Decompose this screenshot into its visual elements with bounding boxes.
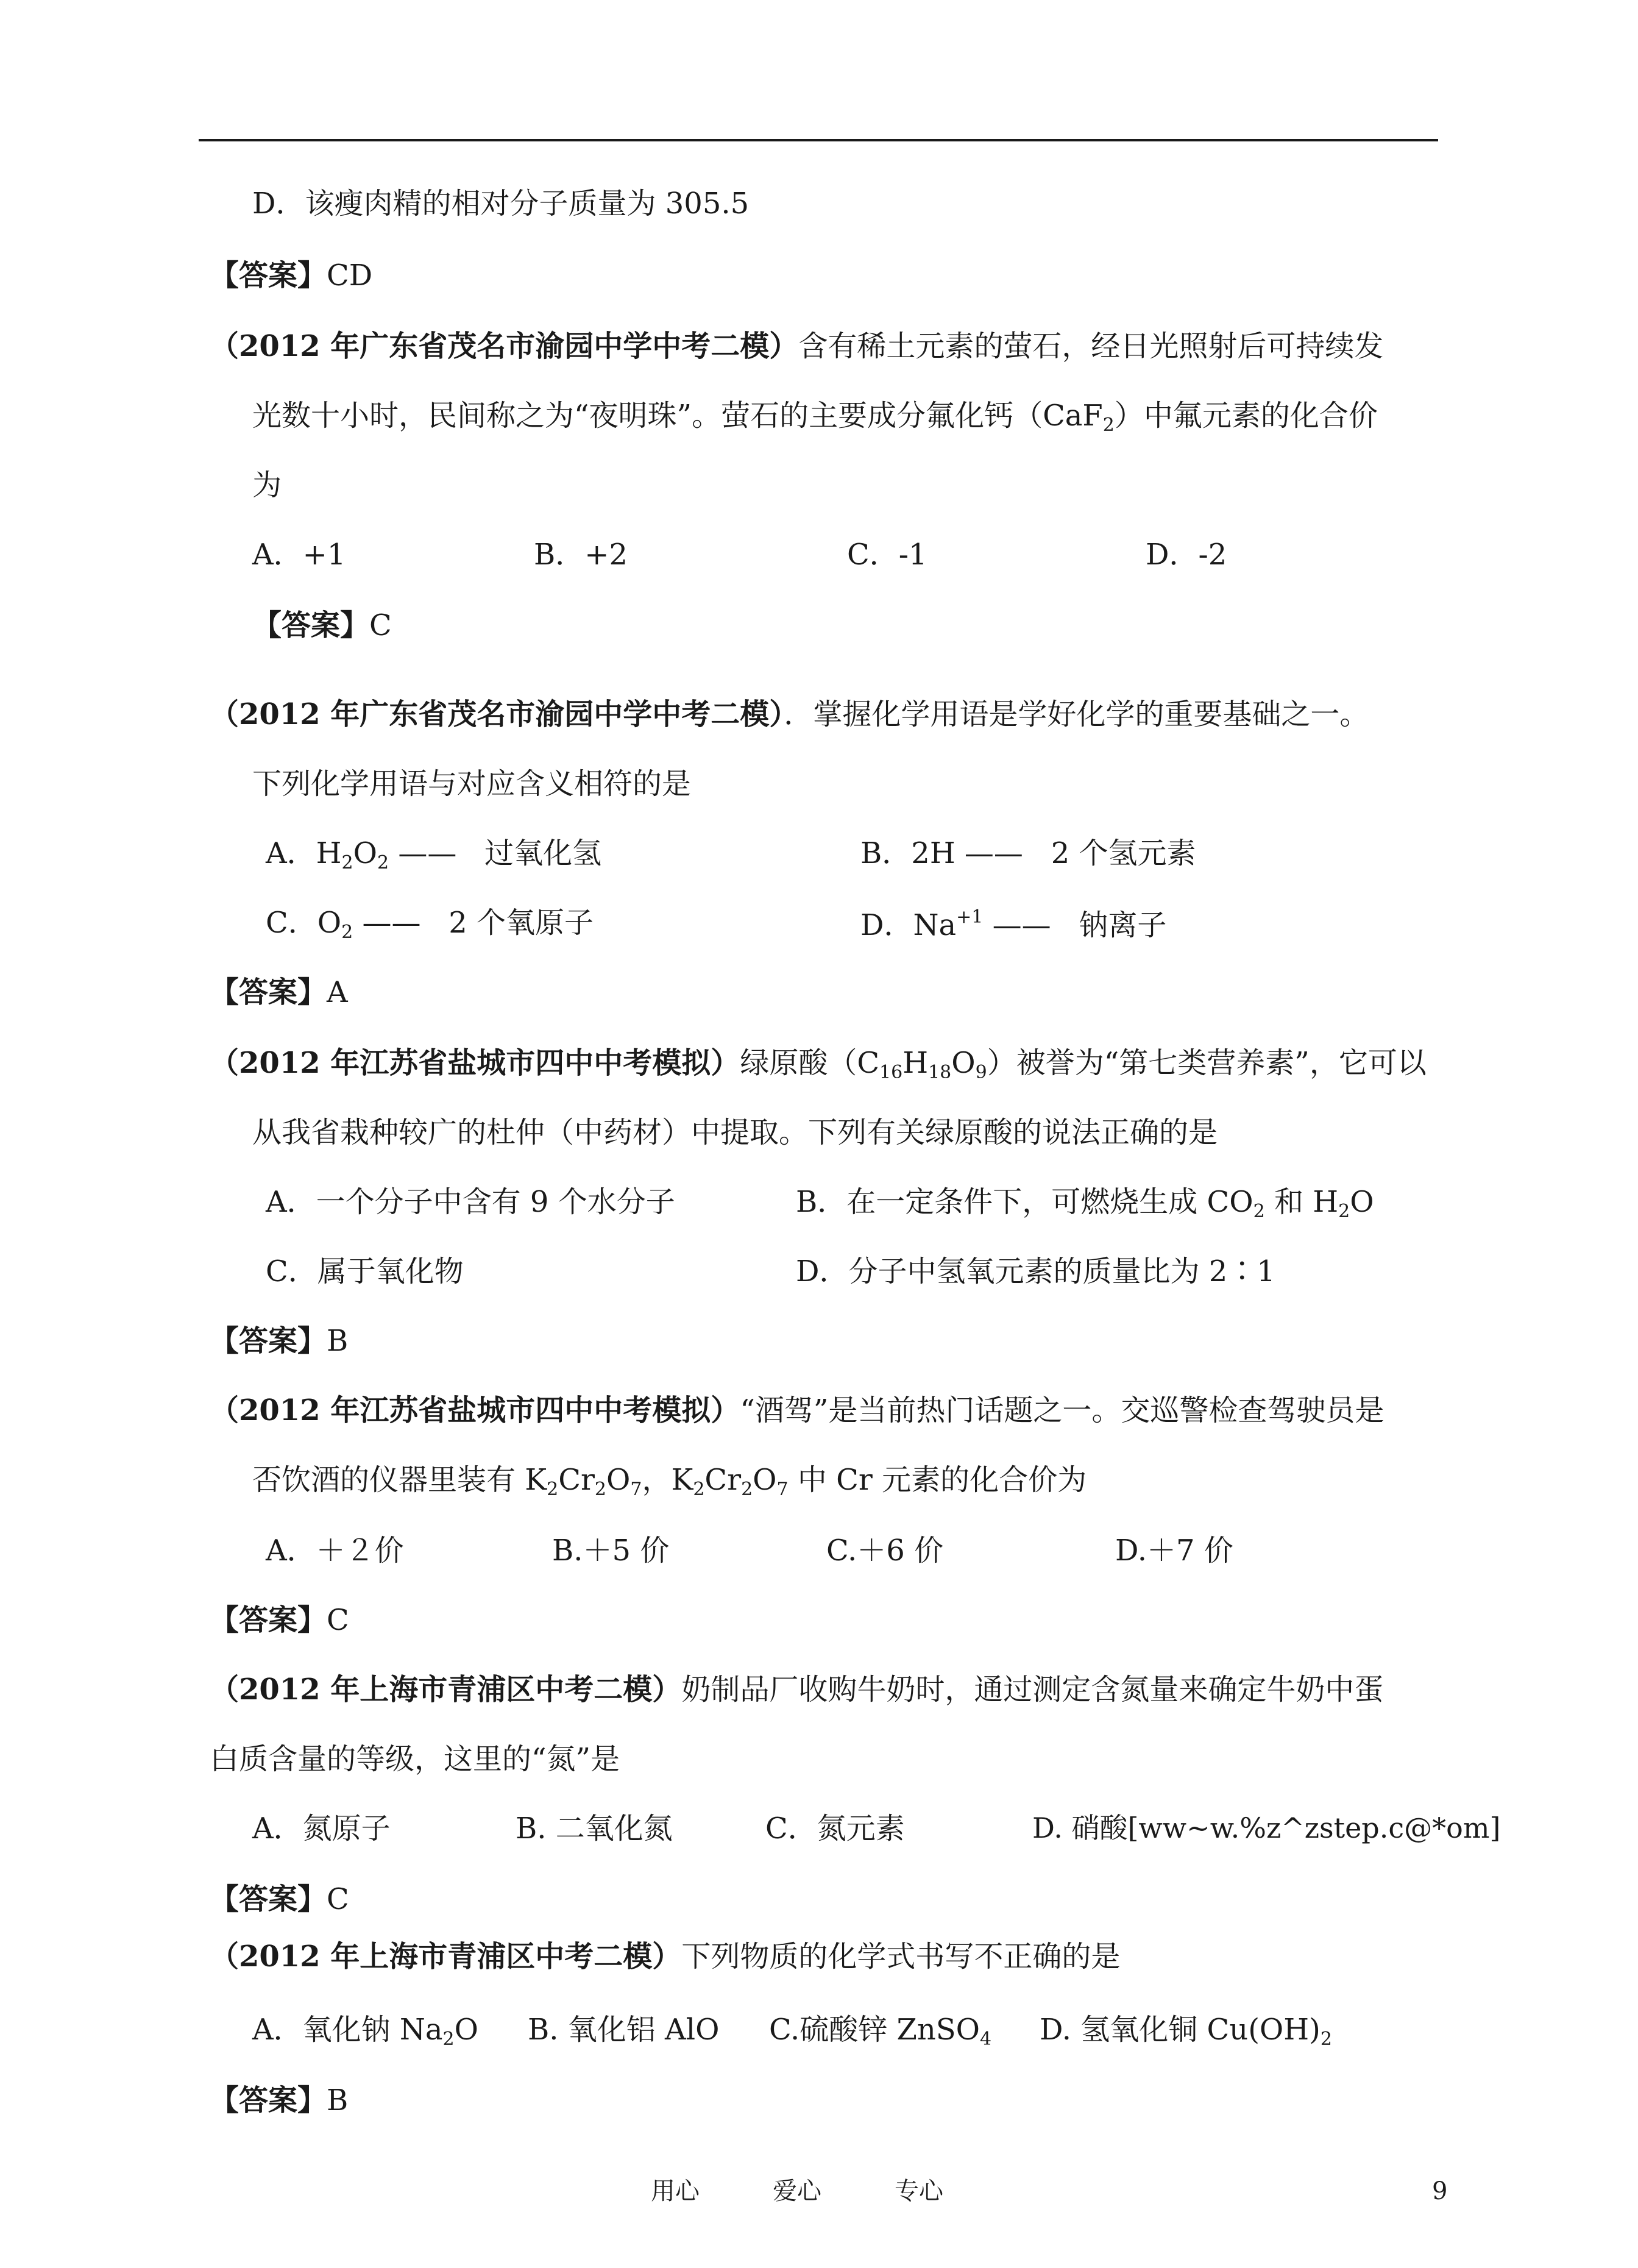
option-a: A．+1: [252, 538, 346, 572]
answer-value: C: [327, 1603, 349, 1637]
answer-value: CD: [327, 258, 373, 293]
question-stem-line: 下列化学用语与对应含义相符的是: [252, 767, 692, 801]
answer-value: C: [327, 1882, 349, 1916]
option-a: A．＋２价: [266, 1534, 404, 1568]
option-d: D．分子中氢氧元素的质量比为 2∶1: [796, 1254, 1275, 1289]
question-stem: （2012 年上海市青浦区中考二模）奶制品厂收购牛奶时，通过测定含氮量来确定牛奶中蛋: [210, 1673, 1384, 1707]
question-source: （2012 年上海市青浦区中考二模）: [210, 1673, 682, 1707]
option-c: C．-1: [847, 538, 927, 572]
option-c: C.硫酸锌 ZnSO$_4$: [769, 2013, 992, 2050]
answer-value: A: [327, 975, 348, 1009]
option-c: C．氮元素: [765, 1811, 905, 1846]
option-b: B.＋5 价: [552, 1534, 670, 1568]
question-stem-line: 从我省栽种较广的杜仲（中药材）中提取。下列有关绿原酸的说法正确的是: [252, 1115, 1218, 1150]
question-source: （2012 年上海市青浦区中考二模）: [210, 1939, 682, 1974]
question-stem: （2012 年江苏省盐城市四中中考模拟）绿原酸$(C_{16}H_{18}O_9)$被誉为“第七类营养素”，它可以: [210, 1046, 1427, 1083]
option-a: A．氧化钠 $Na_2O$: [252, 2013, 478, 2050]
option-d: D．$Na^{+1}$ —— 钠离子: [860, 906, 1167, 942]
footer-text-3: 专心: [895, 2177, 943, 2205]
option-d: D.＋7 价: [1115, 1534, 1233, 1568]
option-d: D．-2: [1146, 538, 1227, 572]
option-c: C.＋6 价: [826, 1534, 944, 1568]
option-d: D．该瘦肉精的相对分子质量为 305.5: [252, 187, 750, 221]
question-stem: （2012 年广东省茂名市渝园中学中考二模）．掌握化学用语是学好化学的重要基础之一。: [210, 697, 1369, 731]
answer-value: B: [327, 2083, 349, 2117]
question-stem-line: 否饮酒的仪器里装有 $K_2Cr_2O_7$，$K_2Cr_2O_7$ 中 Cr 元素的化合价为: [252, 1463, 1087, 1500]
question-stem-line: 光数十小时，民间称之为“夜明珠”。萤石的主要成分氟化钙（CaF$_2$）中氟元素的化合价: [252, 399, 1378, 436]
question-source: （2012 年江苏省盐城市四中中考模拟）: [210, 1046, 740, 1080]
answer-value: C: [369, 608, 392, 642]
answer-line: [210, 1605, 349, 1635]
option-b: B. 氧化铝 AlO: [528, 2013, 720, 2047]
answer-tag: 【答案】: [210, 1603, 327, 1637]
question-source: （2012 年广东省茂名市渝园中学中考二模）: [210, 697, 784, 731]
option-a: A．一个分子中含有 9 个水分子: [266, 1185, 675, 1219]
question-stem: （2012 年上海市青浦区中考二模）下列物质的化学式书写不正确的是: [210, 1939, 1121, 1974]
option-a: A．$H_2O_2$ —— 过氧化氢: [266, 836, 602, 873]
footer-text-2: 爱心: [773, 2177, 821, 2205]
answer-line: [252, 608, 392, 642]
answer-tag: 【答案】: [210, 2083, 327, 2117]
option-d: D. 氢氧化铜 $Cu(OH)_2$: [1040, 2013, 1332, 2050]
question-source: （2012 年广东省茂名市渝园中学中考二模）: [210, 329, 799, 363]
answer-line: [210, 1326, 348, 1356]
footer-text-1: 用心: [651, 2177, 700, 2205]
answer-tag: 【答案】: [210, 1324, 327, 1358]
answer-line: [210, 258, 373, 293]
option-c: C．属于氧化物: [266, 1254, 464, 1289]
answer-tag: 【答案】: [210, 1882, 327, 1916]
question-stem-line: 白质含量的等级，这里的“氮”是: [210, 1742, 620, 1776]
answer-value: B: [327, 1324, 349, 1358]
header-rule: [199, 139, 1438, 141]
option-b: B. 二氧化氮: [516, 1811, 673, 1846]
option-b: B．2H —— 2 个氢元素: [860, 836, 1196, 870]
answer-line: [210, 2083, 349, 2117]
question-stem: （2012 年江苏省盐城市四中中考模拟）“酒驾”是当前热门话题之一。交巡警检查驾驶员是: [210, 1393, 1384, 1427]
option-b: B．+2: [534, 538, 628, 572]
option-b: B．在一定条件下，可燃烧生成 $CO_2$ 和 $H_2O$: [796, 1185, 1374, 1222]
answer-line: [210, 1882, 349, 1916]
question-stem-line: 为: [252, 468, 282, 502]
answer-tag: 【答案】: [210, 258, 327, 293]
answer-tag: 【答案】: [252, 608, 370, 642]
question-source: （2012 年江苏省盐城市四中中考模拟）: [210, 1393, 740, 1427]
option-d: D. 硝酸[ww~w.%z^zstep.c@*om]: [1032, 1811, 1501, 1844]
option-c: C．$O_2$ —— 2 个氧原子: [266, 906, 594, 943]
option-a: A．氮原子: [252, 1811, 391, 1846]
answer-line: [210, 975, 348, 1009]
page-number: 9: [1432, 2177, 1448, 2205]
answer-tag: 【答案】: [210, 975, 327, 1009]
question-stem: （2012 年广东省茂名市渝园中学中考二模）含有稀土元素的萤石，经日光照射后可持续发: [210, 329, 1384, 363]
